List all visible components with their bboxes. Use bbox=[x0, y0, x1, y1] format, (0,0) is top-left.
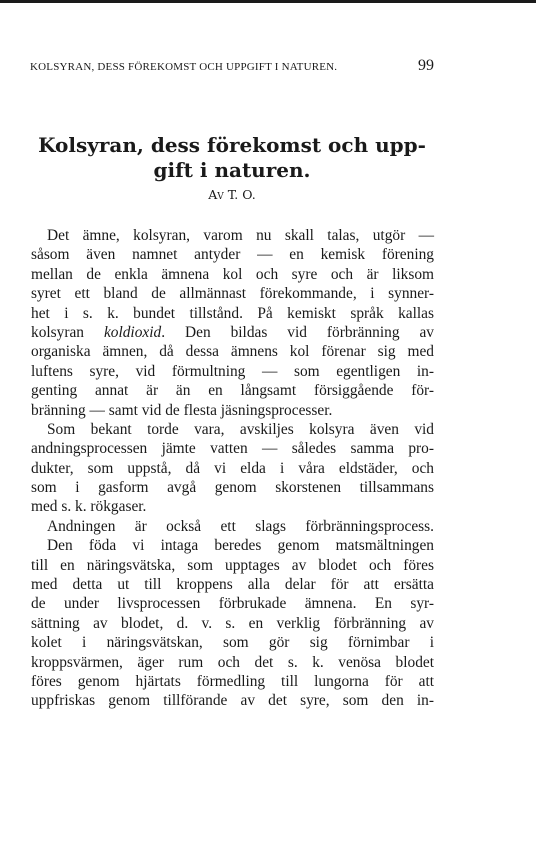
body-line: syret ett bland de allmännast förekommande, i synner- bbox=[31, 285, 434, 303]
body-line: till en näringsvätska, som upptages av blodet och föres bbox=[31, 556, 434, 574]
byline bbox=[30, 187, 434, 203]
running-title: KOLSYRAN, DESS FÖREKOMST OCH UPPGIFT I NATUREN. bbox=[30, 61, 338, 73]
article-title-line: gift i naturen. bbox=[153, 158, 311, 182]
body-line: med s. k. rökgaser. bbox=[31, 498, 147, 516]
body-line: bränning — samt vid de flesta jäsningsprocesser. bbox=[31, 401, 333, 419]
running-head bbox=[30, 57, 434, 77]
article-title bbox=[30, 133, 434, 183]
body-line: Den föda vi intaga beredes genom matsmältningen bbox=[47, 537, 434, 555]
page-number: 99 bbox=[418, 57, 434, 74]
body-line: Andningen är också ett slags förbränningsprocess. bbox=[47, 517, 434, 535]
body-line: mellan de enkla ämnena kol och syre och är liksom bbox=[31, 265, 434, 283]
body-line: Som bekant torde vara, avskiljes kolsyra även vid bbox=[47, 420, 434, 438]
article-body bbox=[31, 226, 434, 711]
body-line: organiska ämnen, då dessa ämnens kol förenar sig med bbox=[31, 343, 434, 361]
body-line: kolsyran koldioxid. Den bildas vid förbränning av bbox=[31, 323, 434, 341]
body-line: Det ämne, kolsyran, varom nu skall talas, utgör — bbox=[47, 227, 434, 244]
body-line: kroppsvärmen, äger rum och det s. k. venösa blodet bbox=[31, 653, 434, 671]
body-line: luftens syre, vid förmultning — som egentligen in- bbox=[31, 362, 434, 380]
body-line: uppfriskas genom tillförande av det syre, som den in- bbox=[31, 692, 434, 710]
byline-prefix: Av bbox=[208, 187, 224, 202]
article-title-line: Kolsyran, dess förekomst och upp- bbox=[38, 133, 426, 157]
italic-term: koldioxid bbox=[103, 323, 162, 341]
top-rule bbox=[0, 0, 536, 3]
body-line: med detta ut till kroppens alla delar för att ersätta bbox=[31, 576, 434, 594]
body-line: andningsprocessen jämte vatten — således samma pro- bbox=[31, 440, 434, 458]
body-line: såsom även namnet antyder — en kemisk förening bbox=[31, 246, 434, 264]
body-line: sättning av blodet, d. v. s. en verklig förbränning av bbox=[31, 614, 434, 632]
body-line: som i gasform avgå genom skorstenen tillsammans bbox=[31, 479, 434, 497]
body-line: het i s. k. bundet tillstånd. På kemiskt språk kallas bbox=[31, 304, 434, 322]
body-line: kolet i näringsvätskan, som gör sig förnimbar i bbox=[31, 634, 434, 652]
body-line: de under livsprocessen förbrukade ämnena. En syr- bbox=[31, 595, 434, 613]
byline-author: T. O. bbox=[227, 187, 256, 202]
body-line: genting annat är än en långsamt försiggående för- bbox=[31, 382, 434, 400]
body-line: föres genom hjärtats förmedling till lungorna för att bbox=[31, 672, 434, 690]
body-line: dukter, som uppstå, då vi elda i våra eldstäder, och bbox=[31, 459, 434, 477]
